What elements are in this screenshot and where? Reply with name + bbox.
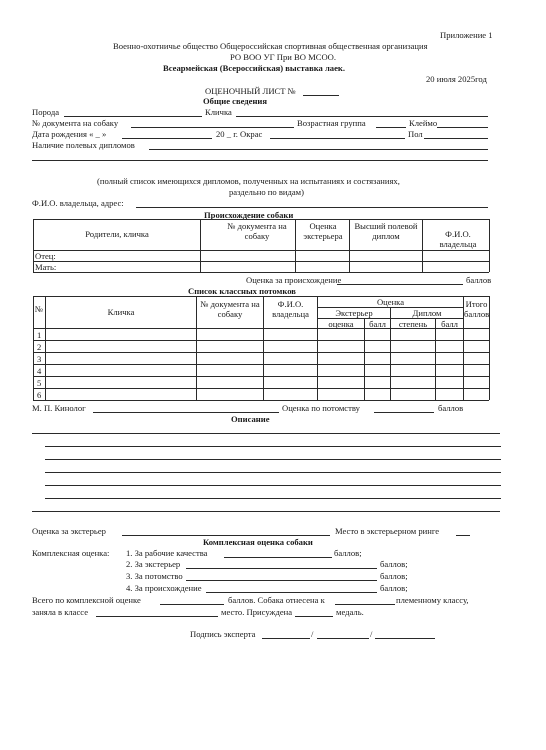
- offspring-header-owner: Ф.И.О. владельца: [272, 299, 309, 319]
- sex-field[interactable]: [424, 138, 488, 139]
- birth-date-label: Дата рождения « _ »: [32, 129, 107, 139]
- birth-date-field[interactable]: [122, 138, 212, 139]
- offspring-score-unit: баллов: [438, 403, 464, 413]
- complex-total-label: Всего по комплексной оценке: [32, 595, 141, 605]
- complex-item-exterior-unit: баллов;: [380, 559, 408, 569]
- offspring-row-number: 3: [37, 354, 42, 364]
- class-place-label: заняла в классе: [32, 607, 89, 617]
- ring-place-label: Место в экстерьерном ринге: [335, 526, 440, 536]
- offspring-header-nickname: Кличка: [107, 307, 135, 317]
- sheet-number-field[interactable]: [303, 95, 339, 96]
- offspring-row-number: 5: [37, 378, 42, 388]
- field-diplomas-field-2[interactable]: [32, 160, 488, 161]
- complex-item-working-field[interactable]: [224, 557, 332, 558]
- exterior-score-label: Оценка за экстерьер: [32, 526, 106, 536]
- offspring-header-degree: степень: [398, 319, 428, 329]
- complex-item-working: 1. За рабочие качества: [126, 548, 208, 558]
- origin-score-field[interactable]: [337, 284, 463, 285]
- offspring-header-num: №: [34, 304, 44, 314]
- offspring-row-number: 2: [37, 342, 42, 352]
- origin-header-exterior: Оценка экстерьера: [303, 221, 343, 241]
- signature-label: Подпись эксперта: [190, 629, 256, 639]
- sex-label: Пол: [408, 129, 423, 139]
- complex-item-exterior-field[interactable]: [186, 568, 377, 569]
- place-mid-label: место. Присуждена: [221, 607, 293, 617]
- complex-item-origin: 4. За происхождение: [126, 583, 202, 593]
- exhibition-date: 20 июля 2025год: [426, 74, 487, 84]
- kinolog-field[interactable]: [93, 412, 279, 413]
- signature-slash-2: /: [370, 629, 373, 639]
- appendix-label: Приложение 1: [440, 30, 493, 40]
- exhibition-title: Всеармейская (Всероссийская) выставка лаек.: [163, 63, 346, 73]
- complex-total-field[interactable]: [160, 604, 224, 605]
- origin-header-document: № документа на собаку: [227, 221, 287, 241]
- diplomas-note-line-1: (полный список имеющихся дипломов, полученных на испытаниях и состязаниях,: [97, 176, 400, 186]
- offspring-header-grade: оценка: [328, 319, 354, 329]
- signature-extra-field[interactable]: [375, 638, 435, 639]
- breed-label: Порода: [32, 107, 60, 117]
- age-group-label: Возрастная группа: [297, 118, 366, 128]
- offspring-header-points: балл: [369, 319, 386, 329]
- origin-row-father: Отец:: [35, 251, 56, 261]
- medal-field[interactable]: [295, 616, 333, 617]
- class-place-field[interactable]: [96, 616, 218, 617]
- offspring-section-title: Список классных потомков: [188, 286, 296, 296]
- offspring-header-document: № документа на собаку: [200, 299, 260, 319]
- complex-label: Комплексная оценка:: [32, 548, 110, 558]
- medal-label: медаль.: [336, 607, 364, 617]
- origin-header-parents: Родители, кличка: [85, 229, 149, 239]
- origin-section-title: Происхождение собаки: [204, 210, 294, 220]
- color-label: 20 _ г. Окрас: [216, 129, 263, 139]
- origin-score-label: Оценка за происхождение: [246, 275, 342, 285]
- offspring-header-diploma: Диплом: [412, 308, 442, 318]
- origin-row-mother: Мать:: [35, 262, 57, 272]
- stamp-label: М. П. Кинолог: [32, 403, 86, 413]
- owner-field[interactable]: [136, 207, 488, 208]
- organization-line-2: РО ВОО УГ При ВО МСОО.: [230, 52, 337, 62]
- description-section-title: Описание: [231, 414, 270, 424]
- color-field[interactable]: [270, 138, 405, 139]
- field-diplomas-field[interactable]: [149, 149, 488, 150]
- nickname-field[interactable]: [236, 116, 488, 117]
- breeding-class-field[interactable]: [335, 604, 395, 605]
- complex-item-offspring: 3. За потомство: [126, 571, 183, 581]
- complex-item-origin-unit: баллов;: [380, 583, 408, 593]
- complex-item-offspring-unit: баллов;: [380, 571, 408, 581]
- general-section-title: Общие сведения: [203, 96, 268, 106]
- signature-field[interactable]: [262, 638, 310, 639]
- ring-place-field[interactable]: [456, 535, 470, 536]
- complex-item-origin-field[interactable]: [206, 592, 377, 593]
- offspring-score-label: Оценка по потомству: [282, 403, 360, 413]
- offspring-header-exterior: Экстерьер: [335, 308, 373, 318]
- origin-header-owner: Ф.И.О. владельца: [439, 229, 477, 249]
- sheet-title: ОЦЕНОЧНЫЙ ЛИСТ №: [205, 86, 296, 96]
- nickname-label: Кличка: [205, 107, 232, 117]
- signature-name-field[interactable]: [317, 638, 369, 639]
- breed-field[interactable]: [64, 116, 202, 117]
- origin-score-unit: баллов: [466, 275, 492, 285]
- complex-item-offspring-field[interactable]: [186, 580, 377, 581]
- complex-total-end: племенному классу,: [396, 595, 469, 605]
- complex-item-working-unit: баллов;: [334, 548, 362, 558]
- brand-label: Клеймо: [409, 118, 438, 128]
- complex-item-exterior: 2. За экстерьер: [126, 559, 181, 569]
- document-field[interactable]: [131, 127, 294, 128]
- complex-section-title: Комплексная оценка собаки: [203, 537, 313, 547]
- offspring-header-total: Итого баллов: [464, 299, 490, 319]
- signature-slash-1: /: [311, 629, 314, 639]
- age-group-field[interactable]: [376, 127, 406, 128]
- field-diplomas-label: Наличие полевых дипломов: [32, 140, 135, 150]
- organization-line-1: Военно-охотничье общество Общероссийская спортивная общественная организация: [113, 41, 428, 51]
- exterior-score-field[interactable]: [122, 535, 330, 536]
- offspring-header-score: Оценка: [376, 297, 405, 307]
- offspring-row-number: 4: [37, 366, 42, 376]
- diplomas-note-line-2: раздельно по видам): [229, 187, 304, 197]
- offspring-row-number: 6: [37, 390, 42, 400]
- brand-field[interactable]: [437, 127, 488, 128]
- origin-header-diploma: Высший полевой диплом: [354, 221, 418, 241]
- offspring-header-points-2: балл: [441, 319, 458, 329]
- complex-total-mid: баллов. Собака отнесена к: [228, 595, 325, 605]
- owner-label: Ф.И.О. владельца, адрес:: [32, 198, 124, 208]
- offspring-row-number: 1: [37, 330, 42, 340]
- document-label: № документа на собаку: [32, 118, 119, 128]
- offspring-score-field[interactable]: [374, 412, 434, 413]
